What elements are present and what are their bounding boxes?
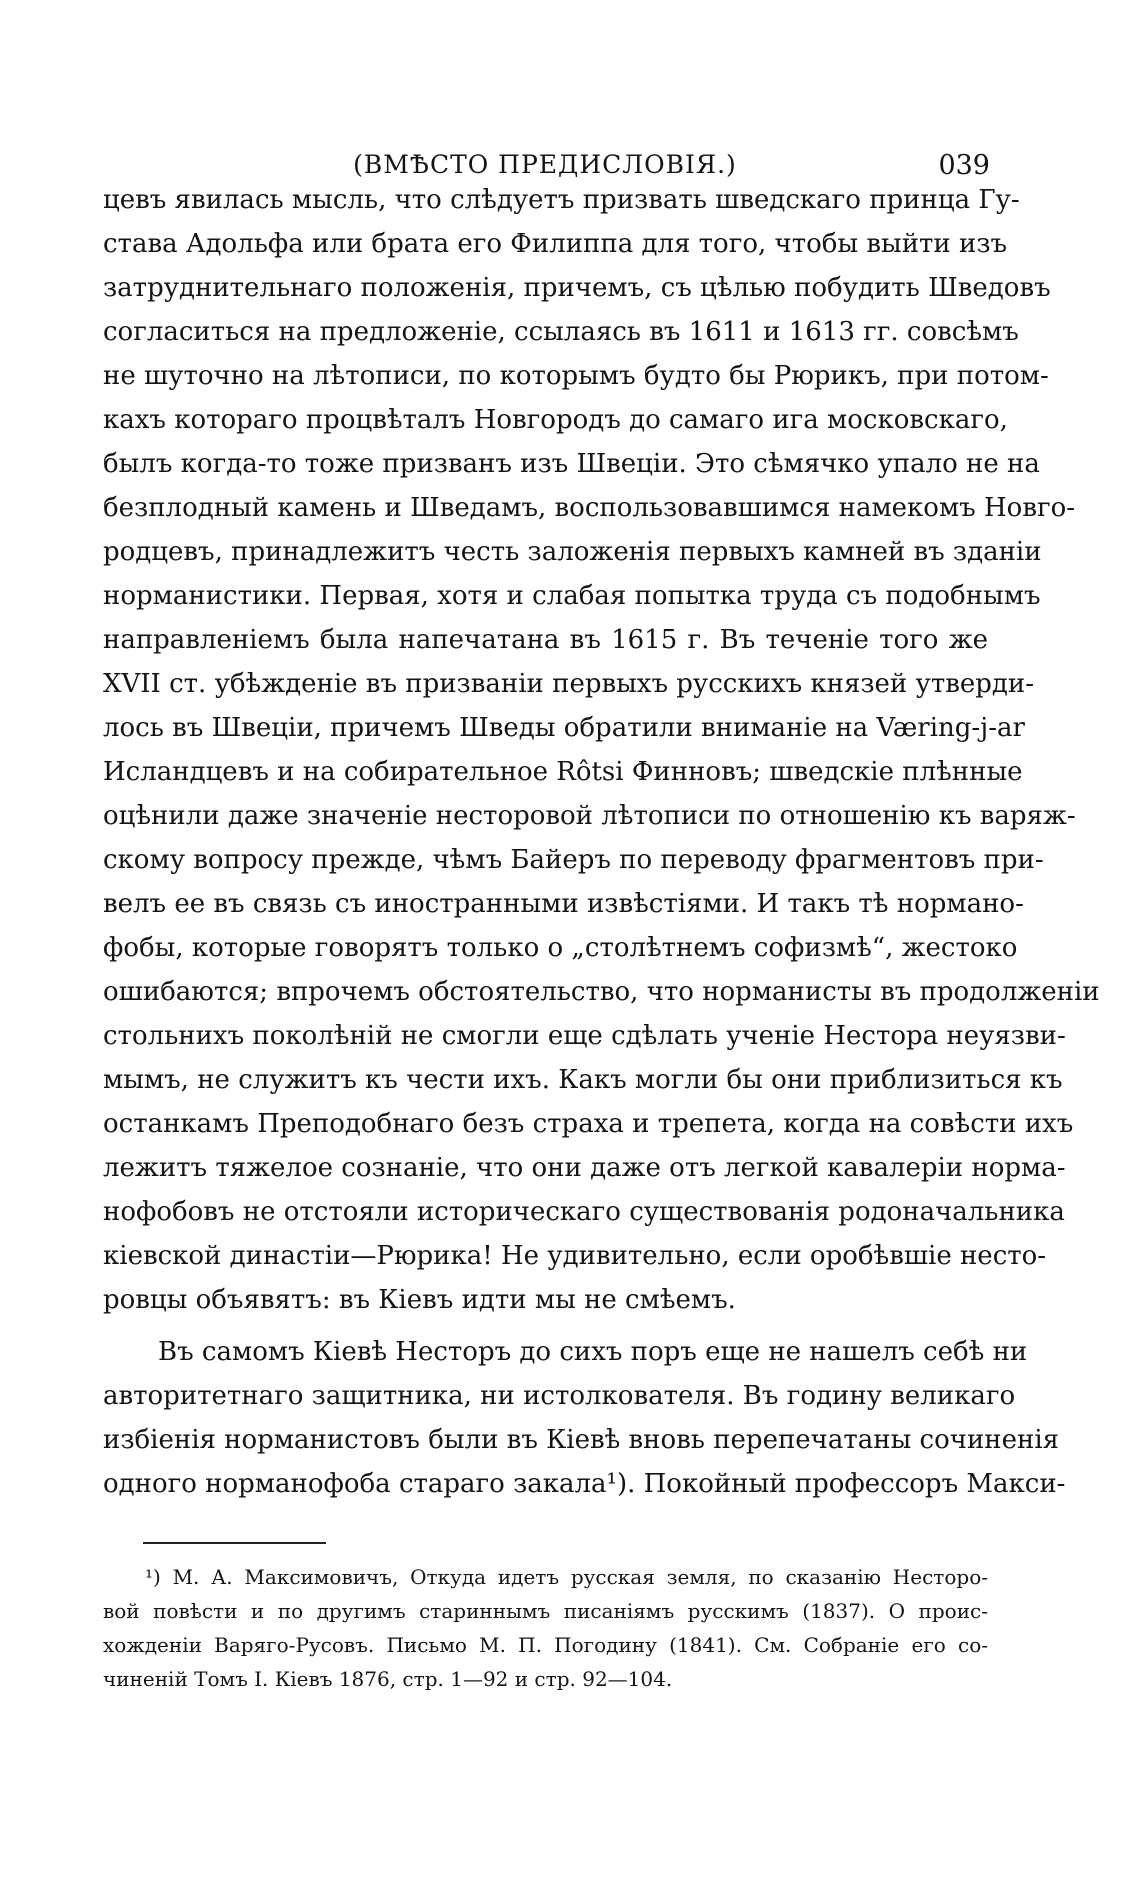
body-line: Въ самомъ Кіевѣ Несторъ до сихъ поръ еще не нашелъ себѣ ни	[158, 1337, 1028, 1367]
body-line: кахъ котораго процвѣталъ Новгородъ до самаго ига московскаго,	[103, 405, 1008, 435]
body-line: безплодный камень и Шведамъ, воспользовавшимся намекомъ Новго-	[103, 493, 1076, 523]
body-line: одного норманофоба стараго закала¹). Покойный профессоръ Макси-	[103, 1469, 1066, 1499]
body-line: согласиться на предложеніе, ссылаясь въ 1611 и 1613 гг. совсѣмъ	[103, 317, 1019, 347]
body-line: ровцы объявятъ: въ Кіевъ идти мы не смѣемъ.	[103, 1285, 736, 1315]
body-line: лежитъ тяжелое сознаніе, что они даже отъ легкой кавалеріи норма-	[103, 1153, 1066, 1183]
body-line: затруднительнаго положенія, причемъ, съ цѣлью побудить Шведовъ	[103, 273, 1051, 303]
footnote-line: чиненій Томъ I. Кіевъ 1876, стр. 1—92 и стр. 92—104.	[103, 1667, 673, 1691]
body-line: ошибаются; впрочемъ обстоятельство, что норманисты въ продолженіи	[103, 977, 1100, 1007]
body-line: избіенія норманистовъ были въ Кіевѣ вновь перепечатаны сочиненія	[103, 1425, 1060, 1455]
body-line: скому вопросу прежде, чѣмъ Байеръ по переводу фрагментовъ при-	[103, 845, 1044, 875]
body-line: лось въ Швеціи, причемъ Шведы обратили вниманіе на Væring-j-ar	[103, 713, 1025, 743]
body-line: XVII ст. убѣжденіе въ призваніи первыхъ русскихъ князей утверди-	[103, 669, 1034, 699]
body-line: направленіемъ была напечатана въ 1615 г. Въ теченіе того же	[103, 625, 988, 655]
body-line: авторитетнаго защитника, ни истолкователя. Въ годину великаго	[103, 1381, 1016, 1411]
body-line: останкамъ Преподобнаго безъ страха и трепета, когда на совѣсти ихъ	[103, 1109, 1074, 1139]
body-line: родцевъ, принадлежитъ честь заложенія первыхъ камней въ зданіи	[103, 537, 1042, 567]
body-line: велъ ее въ связь съ иностранными извѣстіями. И такъ тѣ нормано-	[103, 889, 1024, 919]
running-title: (ВМѢСТО ПРЕДИСЛОВІЯ.)	[353, 150, 737, 179]
footnote-line: ¹) М. А. Максимовичъ, Откуда идетъ русская земля, по сказанію Несторо-	[145, 1565, 988, 1589]
body-line: стольнихъ поколѣній не смогли еще сдѣлать ученіе Нестора неуязви-	[103, 1021, 1066, 1051]
page-number: 039	[938, 150, 990, 181]
body-line: става Адольфа или брата его Филиппа для того, чтобы выйти изъ	[103, 229, 1008, 259]
body-line: кіевской династіи—Рюрика! Не удивительно, если оробѣвшіе несто-	[103, 1241, 1047, 1271]
footnote-line: хожденіи Варяго-Русовъ. Письмо М. П. Погодину (1841). См. Собраніе его со-	[103, 1633, 988, 1657]
body-line: былъ когда-то тоже призванъ изъ Швеціи. Это сѣмячко упало не на	[103, 449, 1040, 479]
body-line: норманистики. Первая, хотя и слабая попытка труда съ подобнымъ	[103, 581, 1041, 611]
body-line: фобы, которые говорятъ только о „столѣтнемъ софизмѣ“, жестоко	[103, 933, 1018, 963]
body-line: оцѣнили даже значеніе несторовой лѣтописи по отношенію къ варяж-	[103, 801, 1076, 831]
body-line: цевъ явилась мысль, что слѣдуетъ призвать шведскаго принца Гу-	[103, 185, 1020, 215]
body-line: нофобовъ не отстояли историческаго существованія родоначальника	[103, 1197, 1065, 1227]
footnote-line: вой повѣсти и по другимъ стариннымъ писаніямъ русскимъ (1837). О проис-	[103, 1599, 988, 1623]
footnote-rule	[143, 1542, 326, 1544]
body-line: не шуточно на лѣтописи, по которымъ будто бы Рюрикъ, при потом-	[103, 361, 1049, 391]
body-line: мымъ, не служитъ къ чести ихъ. Какъ могли бы они приблизиться къ	[103, 1065, 1063, 1095]
body-line: Исландцевъ и на собирательное Rôtsi Финновъ; шведскіе плѣнные	[103, 757, 1023, 787]
